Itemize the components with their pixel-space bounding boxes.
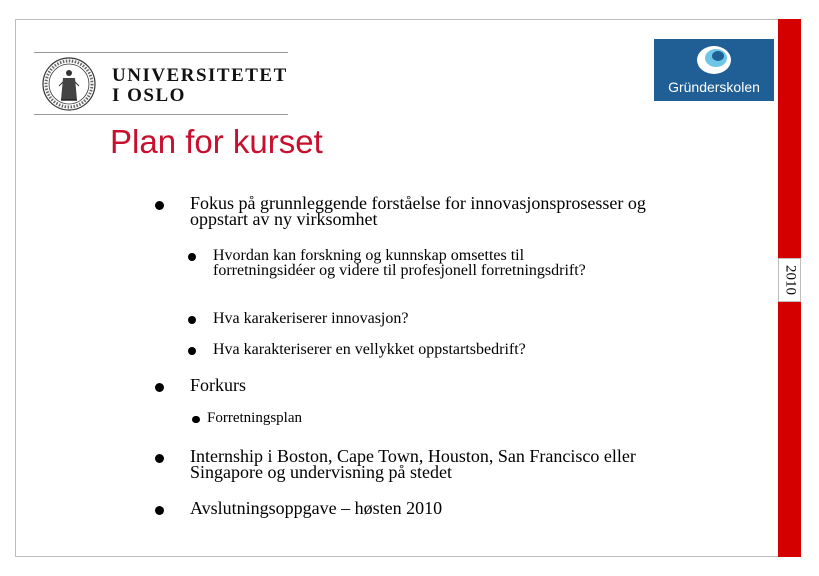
bullet-text: Internship i Boston, Cape Town, Houston, San Francisco eller Singapore og undervisning på stedet — [190, 446, 636, 482]
bullet-text: Hva karakeriserer innovasjon? — [213, 310, 409, 327]
year-label: 2010 — [782, 265, 798, 295]
bullet-text: Forkurs — [190, 375, 247, 395]
bullet-hvordan — [188, 248, 588, 278]
logo-uio-line1: UNIVERSITETET — [112, 65, 288, 86]
bullet-forretningsplan — [192, 411, 392, 426]
logo-uio-line2: I OSLO — [112, 85, 186, 106]
year-label-box — [778, 258, 801, 302]
grunderskolen-logo — [654, 39, 774, 101]
bullet-dot-icon — [188, 347, 196, 355]
bullet-text: Hvordan kan forskning og kunnskap omsettes til forretningsidéer og videre til profesjonell forretningsdrift? — [213, 247, 586, 279]
bullet-dot-icon — [192, 416, 200, 424]
bullet-dot-icon — [155, 454, 164, 463]
bullet-dot-icon — [155, 506, 164, 515]
bullet-internship — [155, 448, 655, 480]
bullet-fokus — [155, 195, 675, 227]
bullet-dot-icon — [188, 253, 196, 261]
bullet-dot-icon — [155, 383, 164, 392]
swirl-mark-icon — [694, 43, 734, 77]
bullet-innovasjon — [188, 311, 588, 326]
page-title: Plan for kurset — [110, 123, 323, 160]
grunderskolen-text: Gründerskolen — [668, 79, 760, 95]
bullet-text: Avslutningsoppgave – høsten 2010 — [190, 498, 443, 518]
bullet-forkurs — [155, 377, 355, 393]
bullet-oppstartsbedrift — [188, 342, 608, 357]
bullet-dot-icon — [155, 201, 164, 210]
bullet-text: Hva karakteriserer en vellykket oppstartsbedrift? — [213, 341, 526, 358]
bullet-text: Forretningsplan — [207, 410, 302, 426]
logo-rule-top — [34, 52, 288, 53]
logo-rule-bottom — [34, 114, 288, 115]
bullet-text: Fokus på grunnleggende forståelse for innovasjonsprosesser og oppstart av ny virksomhet — [190, 193, 646, 229]
university-seal-icon — [34, 56, 104, 112]
bullet-avslutning — [155, 500, 555, 516]
bullet-dot-icon — [188, 316, 196, 324]
